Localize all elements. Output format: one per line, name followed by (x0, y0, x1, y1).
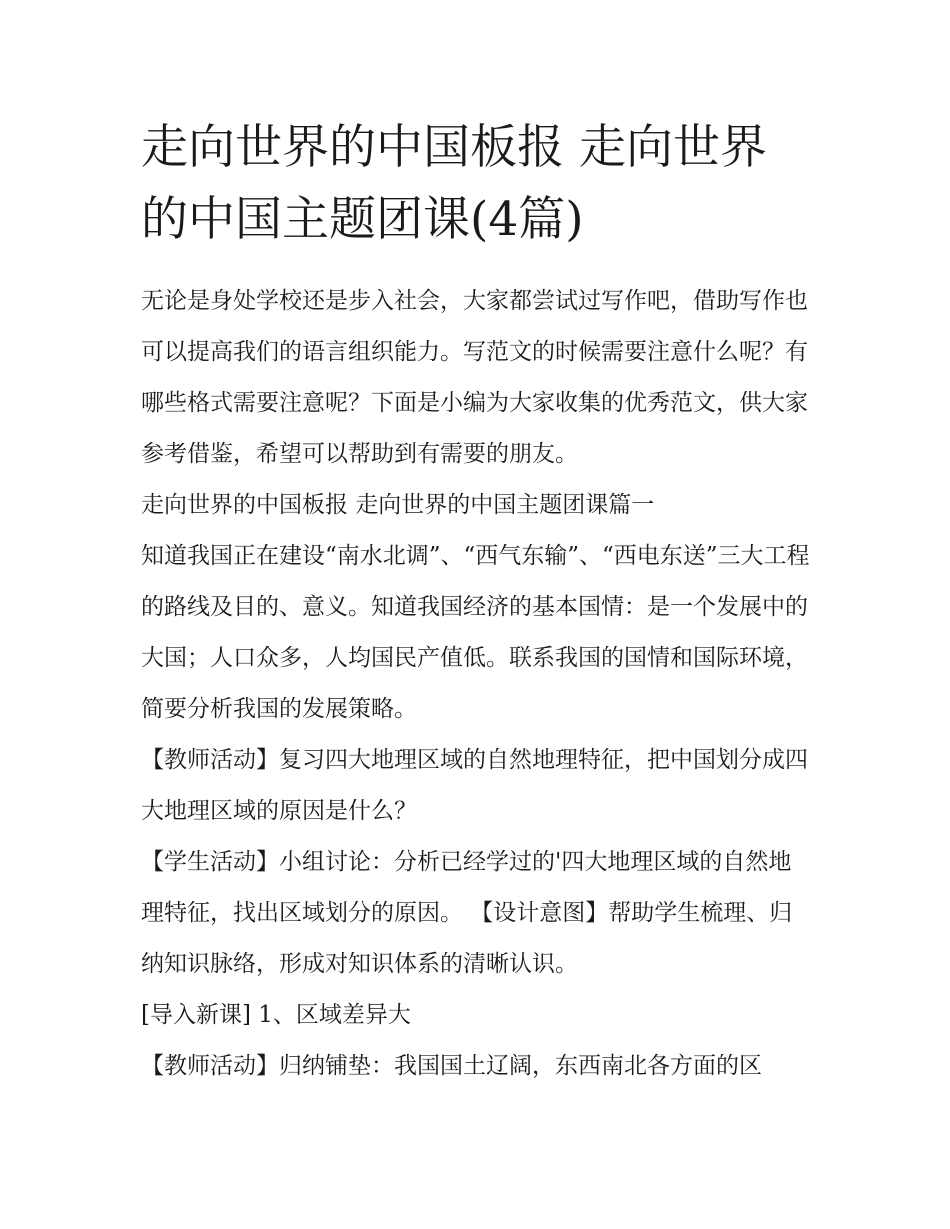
document-title: 走向世界的中国板报 走向世界的中国主题团课(4篇) (141, 120, 767, 247)
document-page (141, 112, 813, 1092)
objectives-paragraph: 知道我国正在建设“南水北调”、“西气东输”、“西电东送”三大工程的路线及目的、意义。知道我国经济的基本国情：是一个发展中的大国；人口众多，人均国民产值低。联系我国的国情和国际环境，简要分析我国的发展策略。 (141, 543, 810, 722)
intro-paragraph: 无论是身处学校还是步入社会，大家都尝试过写作吧，借助写作也可以提高我们的语言组织能力。写范文的时候需要注意什么呢？有哪些格式需要注意呢？下面是小编为大家收集的优秀范文，供大家参考借鉴，希望可以帮助到有需要的朋友。 (141, 288, 808, 467)
teacher-summary-paragraph: 【教师活动】归纳铺垫：我国国土辽阔，东西南北各方面的区 (141, 1053, 762, 1079)
teacher-activity-paragraph: 【教师活动】复习四大地理区域的自然地理特征，把中国划分成四大地理区域的原因是什么？ (141, 747, 808, 824)
section-heading: 走向世界的中国板报 走向世界的中国主题团课篇一 (141, 492, 655, 518)
new-lesson-paragraph: [导入新课] 1、区域差异大 (141, 1002, 411, 1028)
document-body (141, 276, 813, 1092)
student-activity-paragraph: 【学生活动】小组讨论：分析已经学过的'四大地理区域的自然地理特征，找出区域划分的原因。 【设计意图】帮助学生梳理、归纳知识脉络，形成对知识体系的清晰认识。 (141, 849, 793, 977)
